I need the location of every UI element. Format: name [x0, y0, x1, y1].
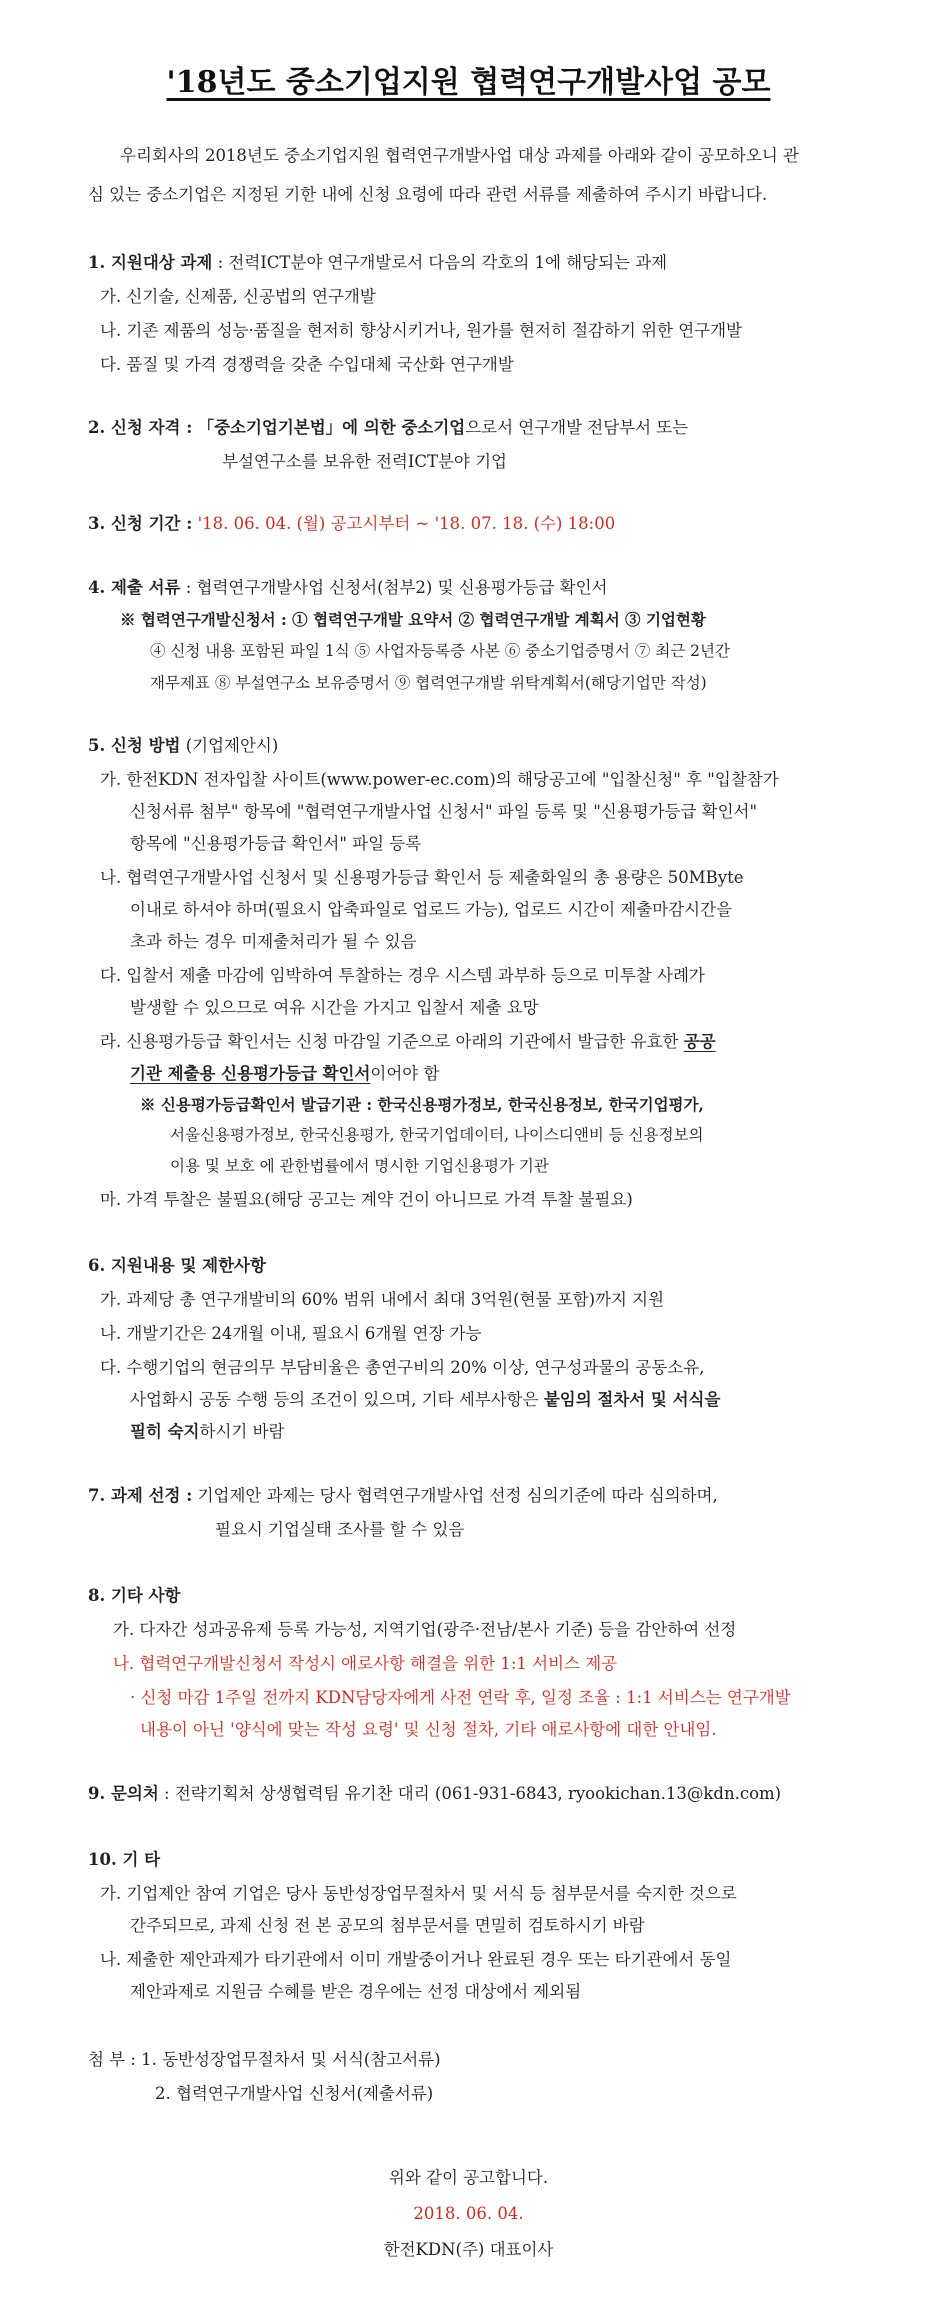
section-8-heading: 8. 기타 사항	[88, 1586, 181, 1605]
attach-line-1: 첨 부 : 1. 동반성장업무절차서 및 서식(참고서류)	[88, 2050, 441, 2069]
section-5-na-3: 초과 하는 경우 미제출처리가 될 수 있음	[130, 932, 417, 951]
section-6-da-1: 다. 수행기업의 현금의무 부담비율은 총연구비의 20% 이상, 연구성과물의 공동소유,	[100, 1358, 705, 1377]
section-3-heading: 3. 신청 기간 :	[88, 514, 193, 533]
section-1-heading: 1. 지원대상 과제	[88, 253, 213, 272]
section-8-ga: 가. 다자간 성과공유제 등록 가능성, 지역기업(광주·전남/본사 기준) 등을 감안하여 선정	[113, 1620, 737, 1639]
section-2-rest: 으로서 연구개발 전담부서 또는	[465, 418, 689, 437]
section-4-heading: 4. 제출 서류	[88, 578, 181, 597]
section-6-da-3a: 필히 숙지	[130, 1422, 200, 1441]
section-5-ra-2	[130, 1066, 439, 1083]
section-5-ga-1: 가. 한전KDN 전자입찰 사이트(www.power-ec.com)의 해당공고에 "입찰신청" 후 "입찰참가	[100, 770, 779, 789]
section-4-note-2: ④ 신청 내용 포함된 파일 1식 ⑤ 사업자등록증 사본 ⑥ 중소기업증명서 ⑦ 최근 2년간	[150, 642, 730, 660]
section-6-da-3	[130, 1424, 284, 1441]
section-7-heading: 7. 과제 선정 :	[88, 1486, 193, 1505]
section-4-heading-line	[88, 580, 607, 597]
page-title: '18년도 중소기업지원 협력연구개발사업 공모	[166, 65, 771, 100]
section-5-heading-sub: (기업제안시)	[180, 736, 279, 755]
section-5-da-1: 다. 입찰서 제출 마감에 임박하여 투찰하는 경우 시스템 과부하 등으로 미투찰 사례가	[100, 966, 705, 985]
section-4-note-1: ※ 협력연구개발신청서 : ① 협력연구개발 요약서 ② 협력연구개발 계획서 ③ 기업현황	[120, 610, 706, 629]
section-5-ga-2: 신청서류 첨부" 항목에 "협력연구개발사업 신청서" 파일 등록 및 "신용평가등급 확인서"	[130, 802, 758, 821]
closing-text: 위와 같이 공고합니다.	[388, 2168, 549, 2187]
intro-line-1: 우리회사의 2018년도 중소기업지원 협력연구개발사업 대상 과제를 아래와 같이 공모하오니 관	[120, 146, 799, 165]
section-10-na-1: 나. 제출한 제안과제가 타기관에서 이미 개발중이거나 완료된 경우 또는 타기관에서 동일	[100, 1950, 732, 1969]
section-6-ga: 가. 과제당 총 연구개발비의 60% 범위 내에서 최대 3억원(현물 포함)까지 지원	[100, 1290, 665, 1309]
closing-signer: 한전KDN(주) 대표이사	[383, 2240, 554, 2259]
section-5-ra-2a: 기관 제출용 신용평가등급 확인서	[130, 1064, 371, 1083]
section-5-ra-note-3: 이용 및 보호 에 관한법률에서 명시한 기업신용평가 기관	[170, 1157, 549, 1175]
section-7-text-1: 기업제안 과제는 당사 협력연구개발사업 선정 심의기준에 따라 심의하며,	[197, 1486, 718, 1505]
section-5-ma: 마. 가격 투찰은 불필요(해당 공고는 계약 건이 아니므로 가격 투찰 불필요)	[100, 1190, 633, 1209]
section-5-ga-3: 항목에 "신용평가등급 확인서" 파일 등록	[130, 834, 422, 853]
section-8-na-sub-1: · 신청 마감 1주일 전까지 KDN담당자에게 사전 연락 후, 일정 조율 : 1:1 서비스는 연구개발	[130, 1688, 791, 1707]
section-2-line-1	[88, 420, 688, 437]
section-2-heading: 2. 신청 자격 :	[88, 418, 193, 437]
section-10-ga-2: 간주되므로, 과제 신청 전 본 공모의 첨부문서를 면밀히 검토하시기 바람	[130, 1916, 645, 1935]
closing-date: 2018. 06. 04.	[413, 2204, 524, 2223]
section-5-da-2: 발생할 수 있으므로 여유 시간을 가지고 입찰서 제출 요망	[130, 998, 539, 1017]
section-1-item-da: 다. 품질 및 가격 경쟁력을 갖춘 수입대체 국산화 연구개발	[100, 355, 514, 374]
intro-line-2: 심 있는 중소기업은 지정된 기한 내에 신청 요령에 따라 관련 서류를 제출하여 주시기 바랍니다.	[88, 185, 768, 204]
section-6-heading: 6. 지원내용 및 제한사항	[88, 1256, 266, 1275]
section-1-desc: : 전력ICT분야 연구개발로서 다음의 각호의 1에 해당되는 과제	[212, 253, 668, 272]
section-2-line-2: 부설연구소를 보유한 전력ICT분야 기업	[222, 452, 507, 471]
section-9-heading: 9. 문의처	[88, 1784, 159, 1803]
section-7-line-1	[88, 1488, 718, 1505]
section-10-na-2: 제안과제로 지원금 수혜를 받은 경우에는 선정 대상에서 제외됨	[130, 1982, 582, 2001]
section-6-da-2b: 붙임의 절차서 및 서식을	[543, 1390, 721, 1409]
section-9-desc: : 전략기획처 상생협력팀 유기찬 대리 (061-931-6843, ryookichan.13@kdn.com)	[158, 1784, 782, 1803]
section-5-ra-note-2: 서울신용평가정보, 한국신용평가, 한국기업데이터, 나이스디앤비 등 신용정보의	[170, 1126, 704, 1144]
section-5-ra-note-1: ※ 신용평가등급확인서 발급기관 : 한국신용평가정보, 한국신용정보, 한국기업평가,	[140, 1095, 704, 1114]
attach-line-2: 2. 협력연구개발사업 신청서(제출서류)	[155, 2084, 434, 2103]
section-5-ra-1a: 라. 신용평가등급 확인서는 신청 마감일 기준으로 아래의 기관에서 발급한 유효한	[100, 1032, 684, 1051]
section-10-heading: 10. 기 타	[88, 1850, 161, 1869]
section-8-na-sub-2: 내용이 아닌 '양식에 맞는 작성 요령' 및 신청 절차, 기타 애로사항에 대한 안내임.	[140, 1720, 717, 1739]
section-2-bold-part: 「중소기업기본법」에 의한 중소기업	[197, 418, 466, 437]
section-5-na-2: 이내로 하셔야 하며(필요시 압축파일로 업로드 가능), 업로드 시간이 제출마감시간을	[130, 900, 733, 919]
section-1-heading-line	[88, 255, 667, 272]
section-7-line-2: 필요시 기업실태 조사를 할 수 있음	[215, 1520, 465, 1539]
section-10-ga-1: 가. 기업제안 참여 기업은 당사 동반성장업무절차서 및 서식 등 첨부문서를 숙지한 것으로	[100, 1884, 737, 1903]
section-4-note-3: 재무제표 ⑧ 부설연구소 보유증명서 ⑨ 협력연구개발 위탁계획서(해당기업만 작성)	[150, 674, 707, 692]
section-1-item-ga: 가. 신기술, 신제품, 신공법의 연구개발	[100, 287, 376, 306]
section-5-ra-1	[100, 1034, 716, 1051]
section-6-da-3b: 하시기 바람	[199, 1422, 285, 1441]
section-5-na-1: 나. 협력연구개발사업 신청서 및 신용평가등급 확인서 등 제출화일의 총 용량은 50MByte	[100, 868, 744, 887]
section-3-line	[88, 516, 615, 533]
section-5-ra-1b: 공공	[683, 1032, 716, 1051]
section-9-line	[88, 1786, 781, 1803]
section-6-na: 나. 개발기간은 24개월 이내, 필요시 6개월 연장 가능	[100, 1324, 482, 1343]
section-3-period: '18. 06. 04. (월) 공고시부터 ~ '18. 07. 18. (수) 18:00	[197, 514, 616, 533]
section-6-da-2a: 사업화시 공동 수행 등의 조건이 있으며, 기타 세부사항은	[130, 1390, 544, 1409]
section-8-na: 나. 협력연구개발신청서 작성시 애로사항 해결을 위한 1:1 서비스 제공	[113, 1654, 618, 1673]
section-1-item-na: 나. 기존 제품의 성능·품질을 현저히 향상시키거나, 원가를 현저히 절감하기 위한 연구개발	[100, 321, 742, 340]
section-5-heading-line	[88, 738, 278, 755]
section-6-da-2	[130, 1392, 720, 1409]
section-5-ra-2b: 이어야 함	[370, 1064, 440, 1083]
section-4-desc: : 협력연구개발사업 신청서(첨부2) 및 신용평가등급 확인서	[180, 578, 608, 597]
section-5-heading: 5. 신청 방법	[88, 736, 181, 755]
